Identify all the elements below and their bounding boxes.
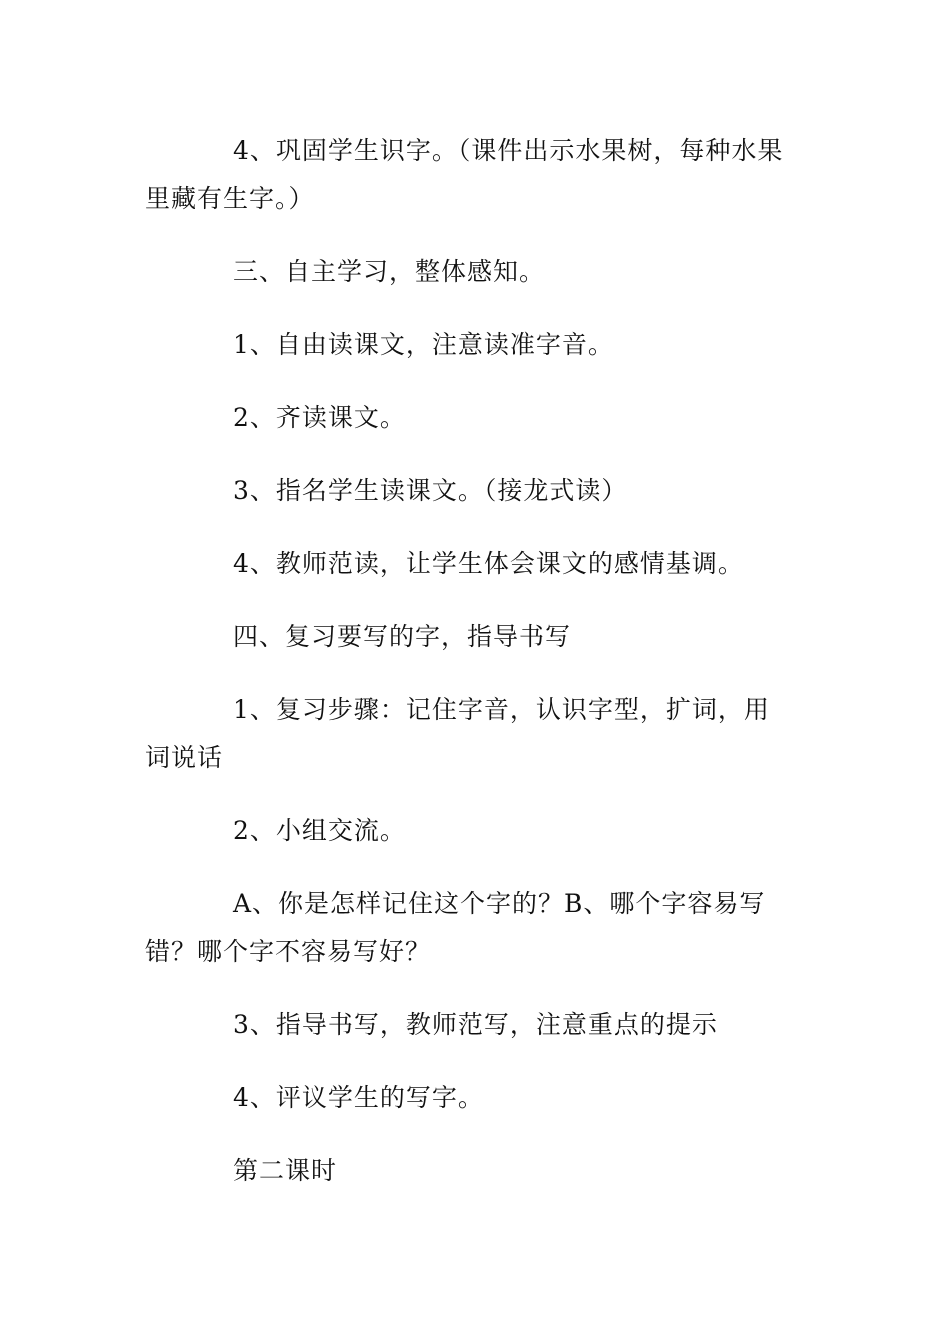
paragraph-consolidate-literacy: 4、巩固学生识字。（课件出示水果树，每种水果里藏有生字。） [145,136,784,213]
paragraph-teacher-reading: 4、教师范读，让学生体会课文的感情基调。 [233,549,744,578]
heading-self-study: 三、自主学习，整体感知。 [233,257,546,286]
document-body [145,127,795,1220]
paragraph-group-discussion: 2、小组交流。 [233,816,406,845]
heading-review-writing: 四、复习要写的字，指导书写 [233,622,572,651]
paragraph-writing-guidance: 3、指导书写，教师范写，注意重点的提示 [233,1010,718,1039]
paragraph-group-reading: 2、齐读课文。 [233,403,406,432]
paragraph-evaluate-writing: 4、评议学生的写字。 [233,1083,484,1112]
paragraph-review-steps: 1、复习步骤：记住字音，认识字型，扩词，用词说话 [145,695,770,772]
heading-second-lesson: 第二课时 [233,1156,338,1185]
paragraph-named-reading: 3、指名学生读课文。（接龙式读） [233,476,628,505]
paragraph-discussion-questions: A、你是怎样记住这个字的？B、哪个字容易写错？哪个字不容易写好？ [145,889,766,966]
paragraph-free-reading: 1、自由读课文，注意读准字音。 [233,330,614,359]
